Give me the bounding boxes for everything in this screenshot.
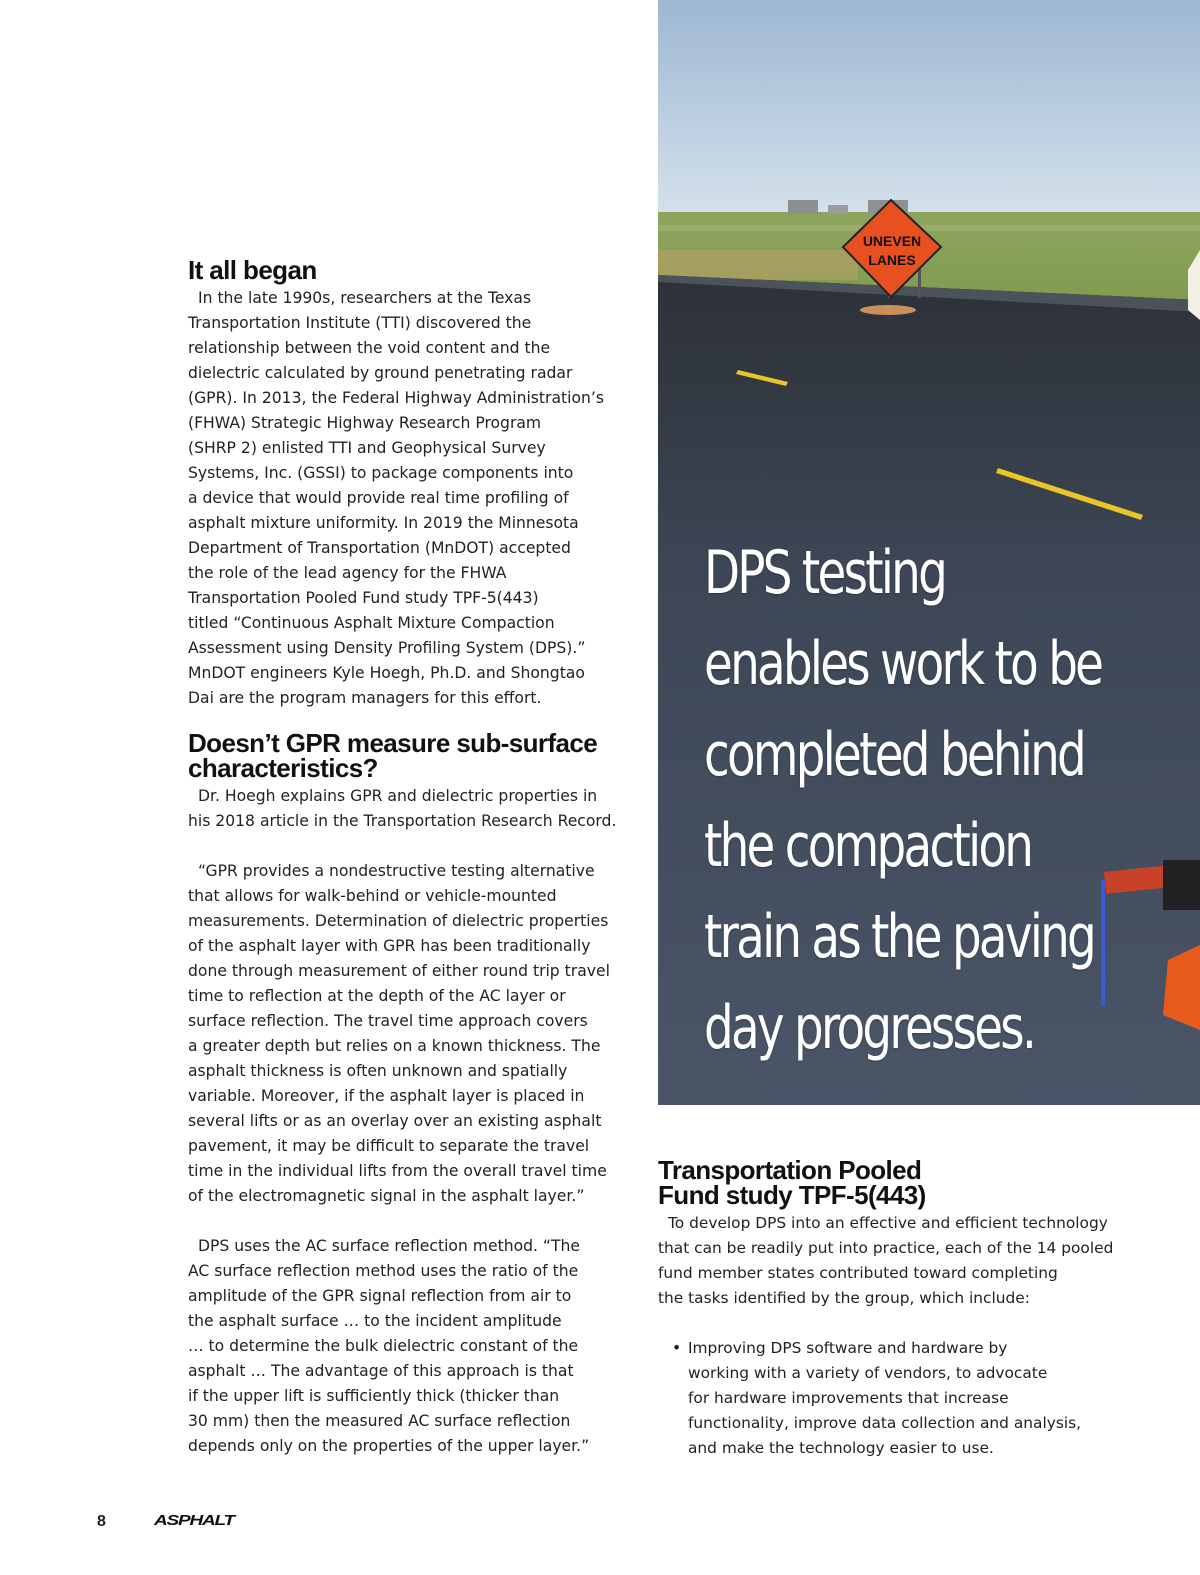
paragraph-pooled-fund: To develop DPS into an effective and efficient technology that can be readily put into practice, each of the 14 pooled fund member states contributed toward completing the tasks identified by the group, which include:	[658, 1214, 1114, 1307]
list-item-text: Improving DPS software and hardware by working with a variety of vendors, to advocate for hardware improvements that increase functionality, improve data collection and analysis, and make the technology easier to use.	[688, 1339, 1082, 1457]
sign-text-lanes: LANES	[868, 252, 916, 268]
pull-quote: DPS testing enables work to be completed behind the compaction train as the paving day progresses.	[704, 538, 1102, 1063]
left-column	[188, 255, 628, 1459]
heading-gpr-question: Doesn’t GPR measure sub-surface characteristics?	[188, 728, 598, 783]
sign-text-uneven: UNEVEN	[862, 233, 922, 249]
paragraph-gpr-quote: “GPR provides a nondestructive testing alternative that allows for walk-behind or vehicle-mounted measurements. Determination of dielectric properties of the asphalt layer with GPR has been traditionally done through measurement of either round trip travel time to reflection at the depth of the AC layer or surface reflection. The travel time approach covers a greater depth but relies on a known thickness. The asphalt thickness is often unknown and spatially variable. Moreover, if the asphalt layer is placed in several lifts or as an overlay over an existing asphalt pavement, it may be difficult to separate the travel time in the individual lifts from the overall travel time of the electromagnetic signal in the asphalt layer.”	[188, 862, 610, 1205]
heading-it-all-began: It all began	[188, 255, 317, 285]
asphalt-logo: ASPHALT	[154, 1512, 234, 1529]
right-column	[658, 1155, 1128, 1461]
road-photo	[658, 0, 1200, 1105]
heading-pooled-fund: Transportation Pooled Fund study TPF-5(443)	[658, 1155, 926, 1210]
paragraph-surface-reflection: DPS uses the AC surface reflection method. “The AC surface reflection method uses the ratio of the amplitude of the GPR signal reflection from air to the asphalt surface … to the incident amplitude … to determine the bulk dielectric constant of the asphalt … The advantage of this approach is that if the upper lift is sufficiently thick (thicker than 30 mm) then the measured AC surface reflection depends only on the properties of the upper layer.”	[188, 1237, 590, 1455]
task-list	[658, 1336, 1128, 1461]
paragraph-hoegh-intro: Dr. Hoegh explains GPR and dielectric properties in his 2018 article in the Transportation Research Record.	[188, 787, 617, 830]
list-item	[658, 1336, 1128, 1461]
page-number: 8	[97, 1513, 106, 1530]
paragraph-history: In the late 1990s, researchers at the Texas Transportation Institute (TTI) discovered the relationship between the void content and the dielectric calculated by ground penetrating radar (GPR). In 2013, the Federal Highway Administration’s (FHWA) Strategic Highway Research Program (SHRP 2) enlisted TTI and Geophysical Survey Systems, Inc. (GSSI) to package components into a device that would provide real time profiling of asphalt mixture uniformity. In 2019 the Minnesota Department of Transportation (MnDOT) accepted the role of the lead agency for the FHWA Transportation Pooled Fund study TPF-5(443) titled “Continuous Asphalt Mixture Compaction Assessment using Density Profiling System (DPS).” MnDOT engineers Kyle Hoegh, Ph.D. and Shongtao Dai are the program managers for this effort.	[188, 289, 604, 707]
bullet-icon: •	[672, 1339, 682, 1357]
page-footer	[0, 1510, 1200, 1540]
